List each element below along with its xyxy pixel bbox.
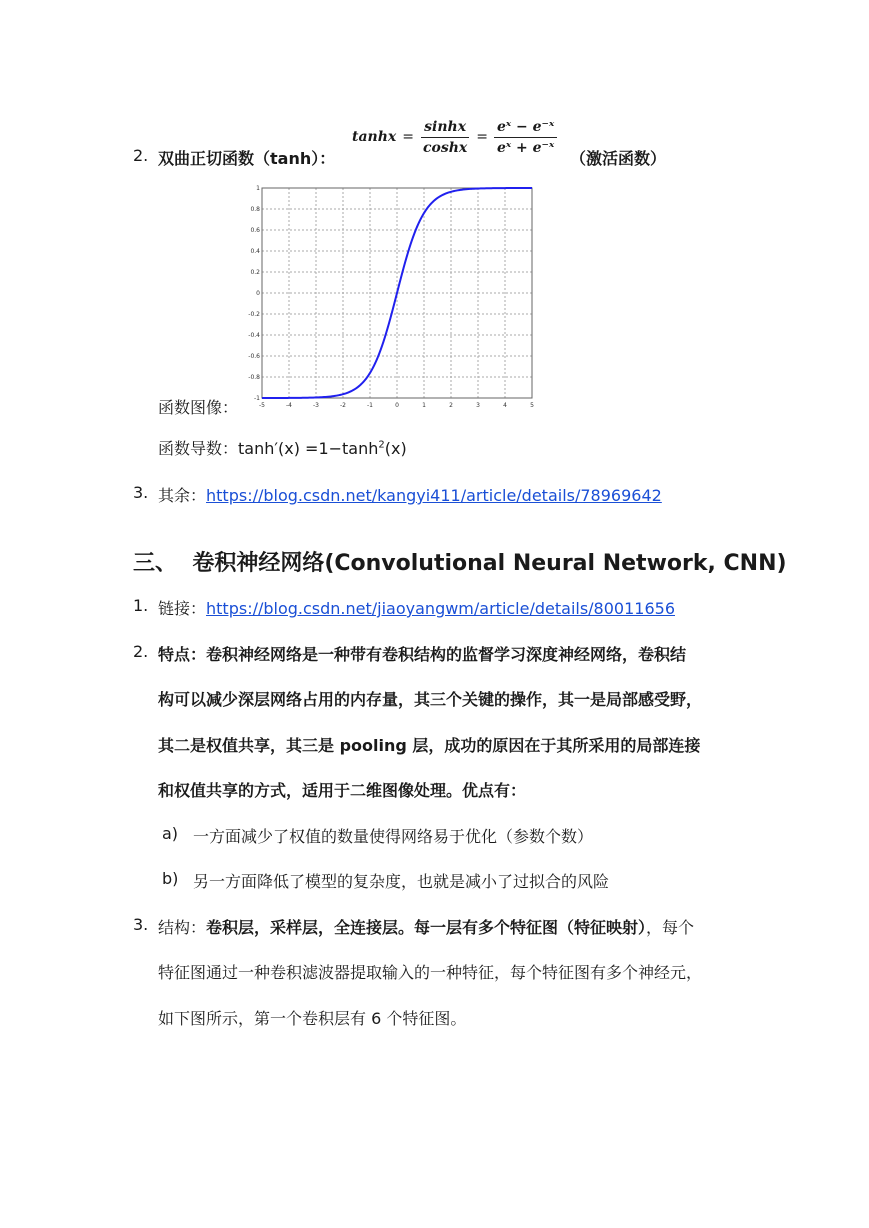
- x-tick-label: -2: [340, 402, 346, 409]
- cnn-link[interactable]: https://blog.csdn.net/jiaoyangwm/article/details/80011656: [206, 599, 675, 618]
- sub-item-label: b): [162, 869, 179, 888]
- tanh-chart: [248, 180, 548, 409]
- x-tick-label: 5: [530, 402, 534, 409]
- feature-line: 和权值共享的方式，适用于二维图像处理。优点有：: [158, 781, 527, 800]
- x-tick-label: 2: [449, 402, 453, 409]
- feature-line: 其二是权值共享，其三是 pooling 层，成功的原因在于其所采用的局部连接: [158, 736, 701, 755]
- y-tick-label: 0.2: [250, 269, 260, 276]
- x-tick-label: -3: [313, 402, 319, 409]
- list-number: 3.: [133, 483, 149, 502]
- link-item: 链接：https://blog.csdn.net/jiaoyangwm/article/details/80011656: [158, 599, 675, 618]
- formula-lhs: tanhx: [352, 129, 397, 145]
- feature-line: 特点：卷积神经网络是一种带有卷积结构的监督学习深度神经网络，卷积结: [158, 645, 687, 664]
- derivative-line: 函数导数：$\tanh'(x) =1-\tanh^2(x)$: [158, 439, 407, 458]
- item-label: 双曲正切函数（tanh）：: [158, 149, 336, 168]
- y-tick-label: -0.8: [248, 374, 260, 381]
- sub-item-text: 一方面减少了权值的数量使得网络易于优化（参数个数）: [193, 827, 594, 846]
- x-tick-label: 3: [476, 402, 480, 409]
- y-tick-label: 1: [256, 185, 260, 192]
- list-number: 2.: [133, 642, 149, 661]
- list-number: 2.: [133, 146, 149, 165]
- feature-line: 构可以减少深层网络占用的内存量，其三个关键的操作，其一是局部感受野，: [158, 690, 703, 709]
- x-tick-label: 0: [395, 402, 399, 409]
- x-tick-label: -1: [367, 402, 373, 409]
- y-tick-label: -0.2: [248, 311, 260, 318]
- graph-label: 函数图像：: [158, 398, 239, 417]
- structure-line: 特征图通过一种卷积滤波器提取输入的一种特征，每个特征图有多个神经元，: [158, 963, 703, 982]
- list-number: 3.: [133, 915, 149, 934]
- fraction-exp: $\frac{\text{eˣ − e⁻ˣ}}{\text{eˣ + e⁻ˣ}}$: [494, 119, 557, 156]
- x-tick-label: -4: [286, 402, 292, 409]
- x-tick-label: -5: [259, 402, 265, 409]
- y-tick-label: -1: [254, 395, 260, 402]
- section-heading: 三、 卷积神经网络(Convolutional Neural Network, CNN): [133, 551, 787, 576]
- y-tick-label: -0.4: [248, 332, 260, 339]
- y-tick-label: 0.8: [250, 206, 260, 213]
- sub-item-label: a): [162, 824, 179, 843]
- tanh-formula: tanhx = $\frac{\sinh x}{\cosh x}$ = $\frac{\text{eˣ − e⁻ˣ}}{\text{eˣ + e⁻ˣ}}$: [352, 114, 557, 160]
- list-number: 1.: [133, 596, 149, 615]
- y-tick-label: 0: [256, 290, 260, 297]
- structure-line: 如下图所示，第一个卷积层有 6 个特征图。: [158, 1009, 467, 1028]
- structure-line: 结构：卷积层，采样层，全连接层。每一层有多个特征图（特征映射），每个: [158, 918, 695, 937]
- sub-item-text: 另一方面降低了模型的复杂度，也就是减小了过拟合的风险: [193, 872, 610, 891]
- y-tick-label: 0.6: [250, 227, 260, 234]
- fraction-sinh-cosh: $\frac{\sinh x}{\cosh x}$: [422, 118, 468, 156]
- x-tick-label: 4: [503, 402, 507, 409]
- formula-suffix: （激活函数）: [570, 149, 667, 168]
- x-tick-label: 1: [422, 402, 426, 409]
- chart-ticks: [248, 185, 534, 409]
- y-tick-label: -0.6: [248, 353, 260, 360]
- y-tick-label: 0.4: [250, 248, 260, 255]
- rest-link[interactable]: https://blog.csdn.net/kangyi411/article/details/78969642: [206, 486, 662, 505]
- item-rest: 其余：https://blog.csdn.net/kangyi411/article/details/78969642: [158, 486, 662, 505]
